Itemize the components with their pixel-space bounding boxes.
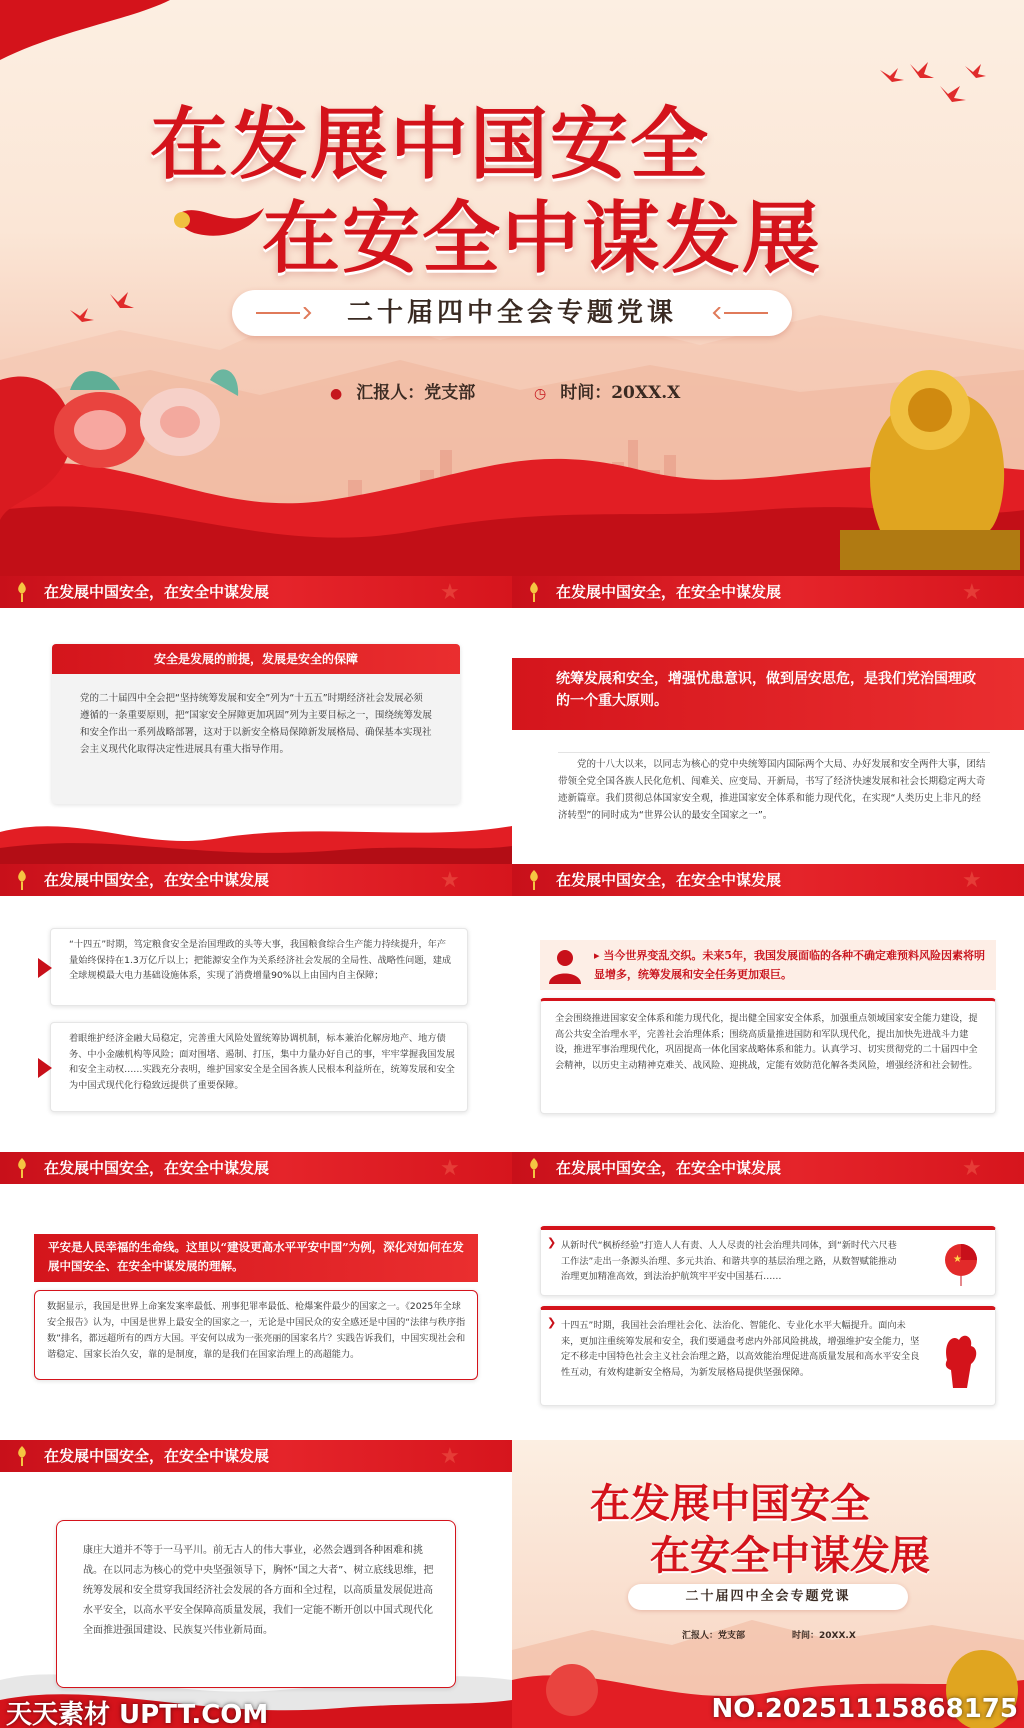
star-icon: ★ — [962, 1156, 982, 1181]
flag-balloon-icon — [941, 1242, 981, 1286]
banner-label: 在发展中国安全，在安全中谋发展 — [44, 583, 270, 601]
chevron-right-icon: ❯ — [547, 1236, 557, 1249]
slide3-body: 党的十八大以来，以同志为核心的党中央统筹国内国际两个大局、办好发展和安全两件大事，团结带领全党全国各族人民化危机、闯难关、应变局、开新局，书写了经济快速发展和社会长期稳定两大奇迹新篇章。我们贯彻总体国家安全观，推进国家安全体系和能力现代化，在实现“人类历史上非凡的经济转型”的同时成为“世界公认的最安全国家之一”。 — [558, 759, 986, 821]
slide5-heading-text: 当今世界变乱交织。未来5年，我国发展面临的各种不确定难预料风险因素将明显增多，统筹发展和安全任务更加艰巨。 — [594, 949, 986, 981]
torch-icon — [16, 1446, 28, 1466]
slide-5 — [512, 864, 1024, 1152]
slide5-body: 全会围绕推进国家安全体系和能力现代化，提出健全国家安全体系，加强重点领域国家安全能力建设，提高公共安全治理水平，完善社会治理体系；围绕高质量推进国防和军队现代化，提出加快先进战斗力建设，推进军事治理现代化，巩固提高一体化国家战略体系和能力。认真学习、切实贯彻党的二十届四中全会精神，以历史主动精神克难关、战风险、迎挑战，定能有效防范化解各类风险，增强经济和社会韧性。 — [555, 1013, 978, 1071]
banner-label: 在发展中国安全，在安全中谋发展 — [556, 583, 782, 601]
doves-icon — [870, 56, 990, 116]
slide7-card2-text: 十四五”时期，我国社会治理社会化、法治化、智能化、专业化水平大幅提升。面向未来，更加注重统筹发展和安全，我们要通盘考虑内外部风险挑战，增强维护安全能力，坚定不移走中国特色社会主义社会治理之路，以高效能治理促进高质量发展和高水平安全良性互动，有效构建新安全格局，为新发展格局提供坚强保障。 — [561, 1320, 920, 1378]
cover-time — [534, 378, 680, 403]
slide4-card2-text: 着眼维护经济金融大局稳定，完善重大风险处置统筹协调机制，标本兼治化解房地产、地方债务、中小金融机构等风险；面对围堵、遏制、打压，集中力量办好自己的事，牢牢掌握我国发展和安全主动权……实践充分表明，维护国家安全是全国各族人民根本利益所在，统筹发展和安全为中国式现代化行稳致远提供了重要保障。 — [69, 1033, 455, 1091]
slide4-card-1 — [50, 928, 468, 1006]
slide7-card1-text: 从新时代“枫桥经验”打造人人有责、人人尽责的社会治理共同体，到“新时代六尺巷工作法”走出一条源头治理、多元共治、和谐共享的基层治理之路，从数智赋能推动治理更加精准高效，到法治护航筑牢平安中国基石…… — [561, 1240, 897, 1282]
slide7-card-2 — [540, 1306, 996, 1406]
star-icon: ★ — [440, 1156, 460, 1181]
slide3-rule — [558, 752, 990, 753]
end-title-line2: 在安全中谋发展 — [650, 1532, 930, 1579]
golden-lion-statue-icon — [820, 340, 1020, 570]
torch-icon — [528, 870, 540, 890]
star-icon: ★ — [440, 1444, 460, 1469]
slide2-banner — [0, 576, 512, 608]
banner-label: 在发展中国安全，在安全中谋发展 — [44, 1447, 270, 1465]
raised-fist-icon — [937, 1330, 981, 1390]
slide5-heading-box — [540, 940, 996, 990]
slide2-card — [52, 644, 460, 804]
svg-text:★: ★ — [953, 1254, 962, 1265]
person-icon: ● — [330, 386, 343, 402]
slide4-card1-text: “十四五”时期，笃定粮食安全是治国理政的头等大事，我国粮食综合生产能力持续提升，年产量始终保持在1.3万亿斤以上；把能源安全作为关系经济社会发展的全局性、战略性问题，建成全球规模最大电力基础设施体系，实现了消费增量90%以上由国内自主保障； — [69, 939, 452, 981]
slide8-card — [56, 1520, 456, 1688]
slide8-banner — [0, 1440, 512, 1472]
slide2-body: 党的二十届四中全会把“坚持统筹发展和安全”列为“十五五”时期经济社会发展必须遵循的一条重要原则，把“国家安全屏障更加巩固”列为主要目标之一，围绕统筹发展和安全作出一系列战略部署，这对于以新安全格局保障新发展格局、确保基本实现社会主义现代化取得决定性进展具有重大指导作用。 — [80, 693, 432, 755]
slide3-banner — [512, 576, 1024, 608]
star-icon: ★ — [962, 868, 982, 893]
cover-subtitle-pill — [232, 290, 792, 336]
cover-slide — [0, 0, 1024, 576]
torch-icon — [528, 1158, 540, 1178]
slide-3 — [512, 576, 1024, 864]
peony-flowers-icon — [40, 360, 240, 490]
cover-reporter-text: 汇报人：党支部 — [356, 383, 476, 403]
pill-right-ornament-icon — [708, 307, 768, 319]
end-reporter: 汇报人：党支部 — [682, 1631, 746, 1641]
torch-icon — [528, 582, 540, 602]
doves-left-icon — [60, 290, 160, 340]
slide4-tab-1 — [38, 958, 52, 978]
slide7-card-1 — [540, 1226, 996, 1296]
slide-6 — [0, 1152, 512, 1440]
watermark-right: NO.20251115868175 — [711, 1694, 1018, 1724]
chevron-right-icon: ❯ — [547, 1316, 557, 1329]
slide-4 — [0, 864, 512, 1152]
slide4-tab-2 — [38, 1058, 52, 1078]
clock-icon: ◷ — [534, 386, 547, 402]
banner-label: 在发展中国安全，在安全中谋发展 — [44, 871, 270, 889]
slide6-card — [34, 1290, 478, 1380]
torch-icon — [16, 1158, 28, 1178]
slide5-heading: ▸ 当今世界变乱交织。未来5年，我国发展面临的各种不确定难预料风险因素将明显增多，统筹发展和安全任务更加艰巨。 — [594, 949, 986, 981]
cover-title-line2: 在安全中谋发展 — [262, 193, 823, 284]
slide2-heading: 安全是发展的前提，发展是安全的保障 — [52, 644, 460, 674]
cover-reporter — [330, 378, 475, 403]
slide7-banner — [512, 1152, 1024, 1184]
slide8-body: 康庄大道并不等于一马平川。前无古人的伟大事业，必然会遇到各种困难和挑战。在以同志为核心的党中央坚强领导下，胸怀“国之大者”、树立底线思维，把统筹发展和安全贯穿我国经济社会发展的各方面和全过程，以高质量发展促进高水平安全，以高水平安全保障高质量发展，我们一定能不断开创以中国式现代化全面推进强国建设、民族复兴伟业新局面。 — [83, 1545, 434, 1636]
slide4-banner — [0, 864, 512, 896]
star-icon: ★ — [962, 580, 982, 605]
slide4-card-2 — [50, 1022, 468, 1112]
red-wave-decor — [0, 812, 512, 864]
torch-icon — [16, 582, 28, 602]
slide3-heading: 统筹发展和安全，增强忧患意识，做到居安思危，是我们党治国理政的一个重大原则。 — [512, 658, 1024, 730]
cover-subtitle: 二十届四中全会专题党课 — [346, 298, 677, 328]
end-subtitle-pill: 二十届四中全会专题党课 — [628, 1584, 908, 1610]
banner-label: 在发展中国安全，在安全中谋发展 — [556, 1159, 782, 1177]
person-silhouette-icon — [546, 946, 584, 984]
banner-label: 在发展中国安全，在安全中谋发展 — [556, 871, 782, 889]
torch-icon — [16, 870, 28, 890]
slide-9-end-cover — [512, 1440, 1024, 1728]
cover-title-line1: 在发展中国安全 — [150, 99, 711, 190]
cover-time-text: 时间：20XX.X — [560, 383, 681, 403]
slide5-banner — [512, 864, 1024, 896]
banner-label: 在发展中国安全，在安全中谋发展 — [44, 1159, 270, 1177]
end-title-line1: 在发展中国安全 — [590, 1480, 870, 1527]
watermark-left: 天天素材 UPTT.COM — [6, 1700, 269, 1728]
slide6-banner — [0, 1152, 512, 1184]
star-icon: ★ — [440, 580, 460, 605]
slide-2 — [0, 576, 512, 864]
pill-left-ornament-icon — [256, 307, 316, 319]
slide-7 — [512, 1152, 1024, 1440]
star-icon: ★ — [440, 868, 460, 893]
flag-ribbon-icon — [168, 196, 268, 246]
slide-8 — [0, 1440, 512, 1728]
slide5-card — [540, 998, 996, 1114]
slide6-body: 数据显示，我国是世界上命案发案率最低、刑事犯罪率最低、枪爆案件最少的国家之一。《2025年全球安全报告》认为，中国是世界上最安全的国家之一，无论是中国民众的安全感还是中国的“法律与秩序指数”排名，都远超所有的西方大国。平安何以成为一张亮丽的国家名片？实践告诉我们，中国实现社会和谐稳定、国家长治久安，靠的是制度，靠的是我们在国家治理上的高超能力。 — [47, 1301, 466, 1360]
slide6-heading: 平安是人民幸福的生命线。这里以“建设更高水平平安中国”为例，深化对如何在发展中国安全、在安全中谋发展的理解。 — [34, 1234, 478, 1282]
end-time: 时间：20XX.X — [792, 1631, 856, 1641]
